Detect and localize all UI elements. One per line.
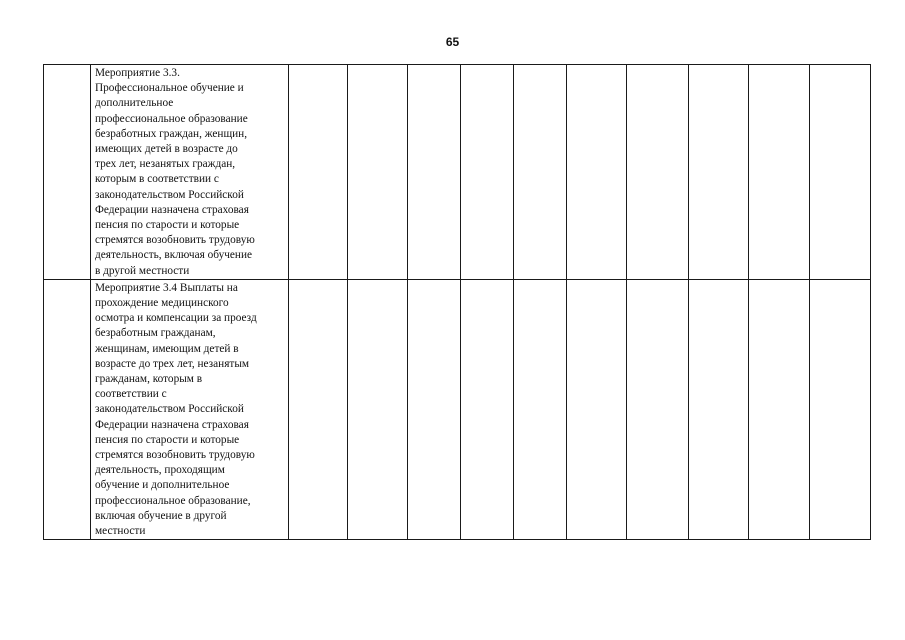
page-number: 65 [445, 35, 460, 49]
table-cell-number [44, 279, 91, 539]
table-cell-empty [749, 279, 810, 539]
table-cell-empty [514, 279, 567, 539]
table-cell-empty [689, 279, 749, 539]
table-cell-number [44, 65, 91, 280]
table-cell-empty [461, 279, 514, 539]
table-cell-empty [408, 65, 461, 280]
table-cell-empty [289, 65, 348, 280]
table-row [44, 279, 871, 539]
program-activities-table [43, 64, 871, 540]
table-cell-empty [627, 279, 689, 539]
table-cell-empty [289, 279, 348, 539]
table-cell-empty [810, 65, 871, 280]
table-cell-empty [810, 279, 871, 539]
table-row [44, 65, 871, 280]
table-cell-empty [348, 279, 408, 539]
table-cell-empty [408, 279, 461, 539]
table-cell-empty [749, 65, 810, 280]
activity-description: Мероприятие 3.4 Выплаты на прохождение медицинского осмотра и компенсации за проезд безработным гражданам, женщинам, имеющим детей в возрасте до трех лет, незанятым гражданам, которым в соответствии с законодательством Российской Федерации назначена страховая пенсия по старости и которые стремятся возобновить трудовую деятельность, проходящим обучение и дополнительное профессиональное образование, включая обучение в другой местности [91, 279, 289, 539]
table-cell-empty [514, 65, 567, 280]
table-cell-empty [627, 65, 689, 280]
table-cell-empty [567, 65, 627, 280]
table-cell-empty [689, 65, 749, 280]
table-cell-empty [348, 65, 408, 280]
table-cell-empty [567, 279, 627, 539]
activity-description: Мероприятие 3.3. Профессиональное обучение и дополнительное профессиональное образование безработных граждан, женщин, имеющих детей в возрасте до трех лет, незанятых граждан, которым в соответствии с законодательством Российской Федерации назначена страховая пенсия по старости и которые стремятся возобновить трудовую деятельность, включая обучение в другой местности [91, 65, 289, 280]
table-cell-empty [461, 65, 514, 280]
